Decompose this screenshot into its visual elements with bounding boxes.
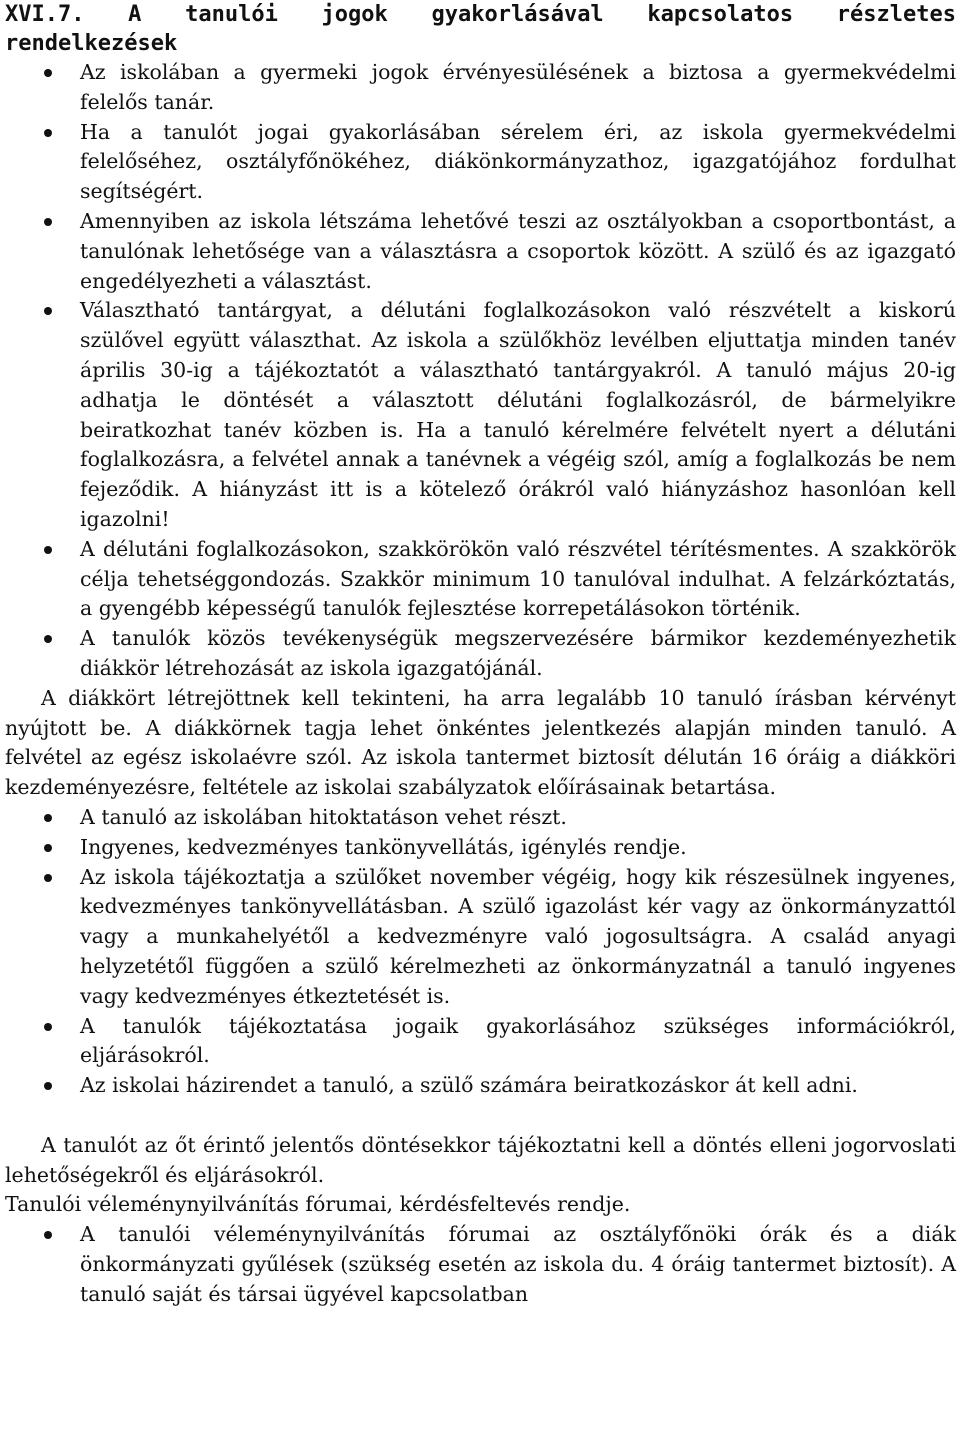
bullet-icon <box>44 69 52 77</box>
list-item-text: Az iskolában a gyermeki jogok érvényesülésének a biztosa a gyermekvédelmi felelős tanár. <box>80 60 956 114</box>
bullet-icon <box>44 814 52 822</box>
list-item-text: Amennyiben az iskola létszáma lehetővé teszi az osztályokban a csoportbontást, a tanulónak lehetősége van a választásra a csoportok között. A szülő és az igazgató engedélyezheti a választást. <box>80 208 956 293</box>
section-title: XVI.7. A tanulói jogok gyakorlásával kapcsolatos részletes rendelkezések <box>5 2 956 56</box>
bullet-icon <box>44 307 52 315</box>
list-item <box>5 833 956 863</box>
bullet-icon <box>44 129 52 137</box>
list-item <box>5 58 956 118</box>
forum-heading-paragraph: Tanulói véleménynyilvánítás fórumai, kérdésfeltevés rendje. <box>5 1192 631 1217</box>
list-item-text: Az iskola tájékoztatja a szülőket november végéig, hogy kik részesülnek ingyenes, kedvezményes tankönyvellátásban. A szülő igazolást kér vagy az önkormányzattól vagy a munkahelyétől a kedvezményre való jogosultságra. A család anyagi helyzetétől függően a szülő kérelmezheti az önkormányzatnál a tanuló ingyenes vagy kedvezményes étkeztetését is. <box>80 864 956 1008</box>
list-item-text: A tanulók közös tevékenységük megszervezésére bármikor kezdeményezhetik diákkör létrehozását az iskola igazgatójánál. <box>80 626 956 680</box>
list-item <box>5 207 956 296</box>
spacer <box>5 1101 956 1131</box>
bullet-icon <box>44 218 52 226</box>
list-item <box>5 1071 956 1101</box>
list-item-text: A délutáni foglalkozásokon, szakkörökön való részvétel térítésmentes. A szakkörök célja tehetséggondozás. Szakkör minimum 10 tanulóval indulhat. A felzárkóztatás, a gyengébb képességű tanulók fejlesztése korrepetálásokon történik. <box>80 536 956 621</box>
list-item <box>5 1012 956 1072</box>
bullet-icon <box>44 546 52 554</box>
services-list <box>5 803 956 1101</box>
bullet-icon <box>44 874 52 882</box>
bullet-icon <box>44 635 52 643</box>
list-item-text: A tanuló az iskolában hitoktatáson vehet részt. <box>80 804 567 829</box>
list-item-text: Ha a tanulót jogai gyakorlásában sérelem éri, az iskola gyermekvédelmi felelőséhez, osztályfőnökéhez, diákönkormányzathoz, igazgatójához fordulhat segítségért. <box>80 119 956 204</box>
list-item <box>5 296 956 534</box>
list-item <box>5 1220 956 1309</box>
list-item <box>5 118 956 207</box>
list-item <box>5 863 956 1012</box>
list-item <box>5 803 956 833</box>
bullet-icon <box>44 1231 52 1239</box>
bullet-icon <box>44 1023 52 1031</box>
jogorvoslat-paragraph: A tanulót az őt érintő jelentős döntésekkor tájékoztatni kell a döntés elleni jogorvoslati lehetőségekről és eljárásokról. <box>5 1132 956 1187</box>
bullet-icon <box>44 1082 52 1090</box>
list-item-text: Az iskolai házirendet a tanuló, a szülő számára beiratkozáskor át kell adni. <box>80 1073 858 1098</box>
list-item <box>5 624 956 684</box>
list-item-text: Ingyenes, kedvezményes tankönyvellátás, igénylés rendje. <box>80 834 687 859</box>
diakkor-paragraph: A diákkört létrejöttnek kell tekinteni, ha arra legalább 10 tanuló írásban kérvényt nyújtott be. A diákkörnek tagja lehet önkéntes jelentkezés alapján minden tanuló. A felvétel az egész iskolaévre szól. Az iskola tantermet biztosít délután 16 óráig a diákköri kezdeményezésre, feltétele az iskolai szabályzatok előírásainak betartása. <box>5 685 956 800</box>
list-item-text: A tanulói véleménynyilvánítás fórumai az osztályfőnöki órák és a diák önkormányzati gyűlések (szükség esetén az iskola du. 4 óráig tantermet biztosít). A tanuló saját és társai ügyével kapcsolatban <box>80 1222 956 1306</box>
rights-list <box>5 58 956 684</box>
list-item <box>5 535 956 624</box>
forum-list <box>5 1220 956 1309</box>
list-item-text: A tanulók tájékoztatása jogaik gyakorlásához szükséges információkról, eljárásokról. <box>80 1013 956 1068</box>
bullet-icon <box>44 844 52 852</box>
list-item-text: Választható tantárgyat, a délutáni foglalkozásokon való részvételt a kiskorú szülővel együtt választhat. Az iskola a szülőkhöz levélben eljuttatja minden tanév április 30-ig a tájékoztatót a választható tantárgyakról. A tanuló május 20-ig adhatja le döntését a választott délutáni foglalkozásról, de bármelyikre beiratkozhat tanév közben is. Ha a tanuló kérelmére felvételt nyert a délutáni foglalkozásra, a felvétel annak a tanévnek a végéig szól, amíg a foglalkozás be nem fejeződik. A hiányzást itt is a kötelező órákról való hiányzáshoz hasonlóan kell igazolni! <box>80 298 956 531</box>
